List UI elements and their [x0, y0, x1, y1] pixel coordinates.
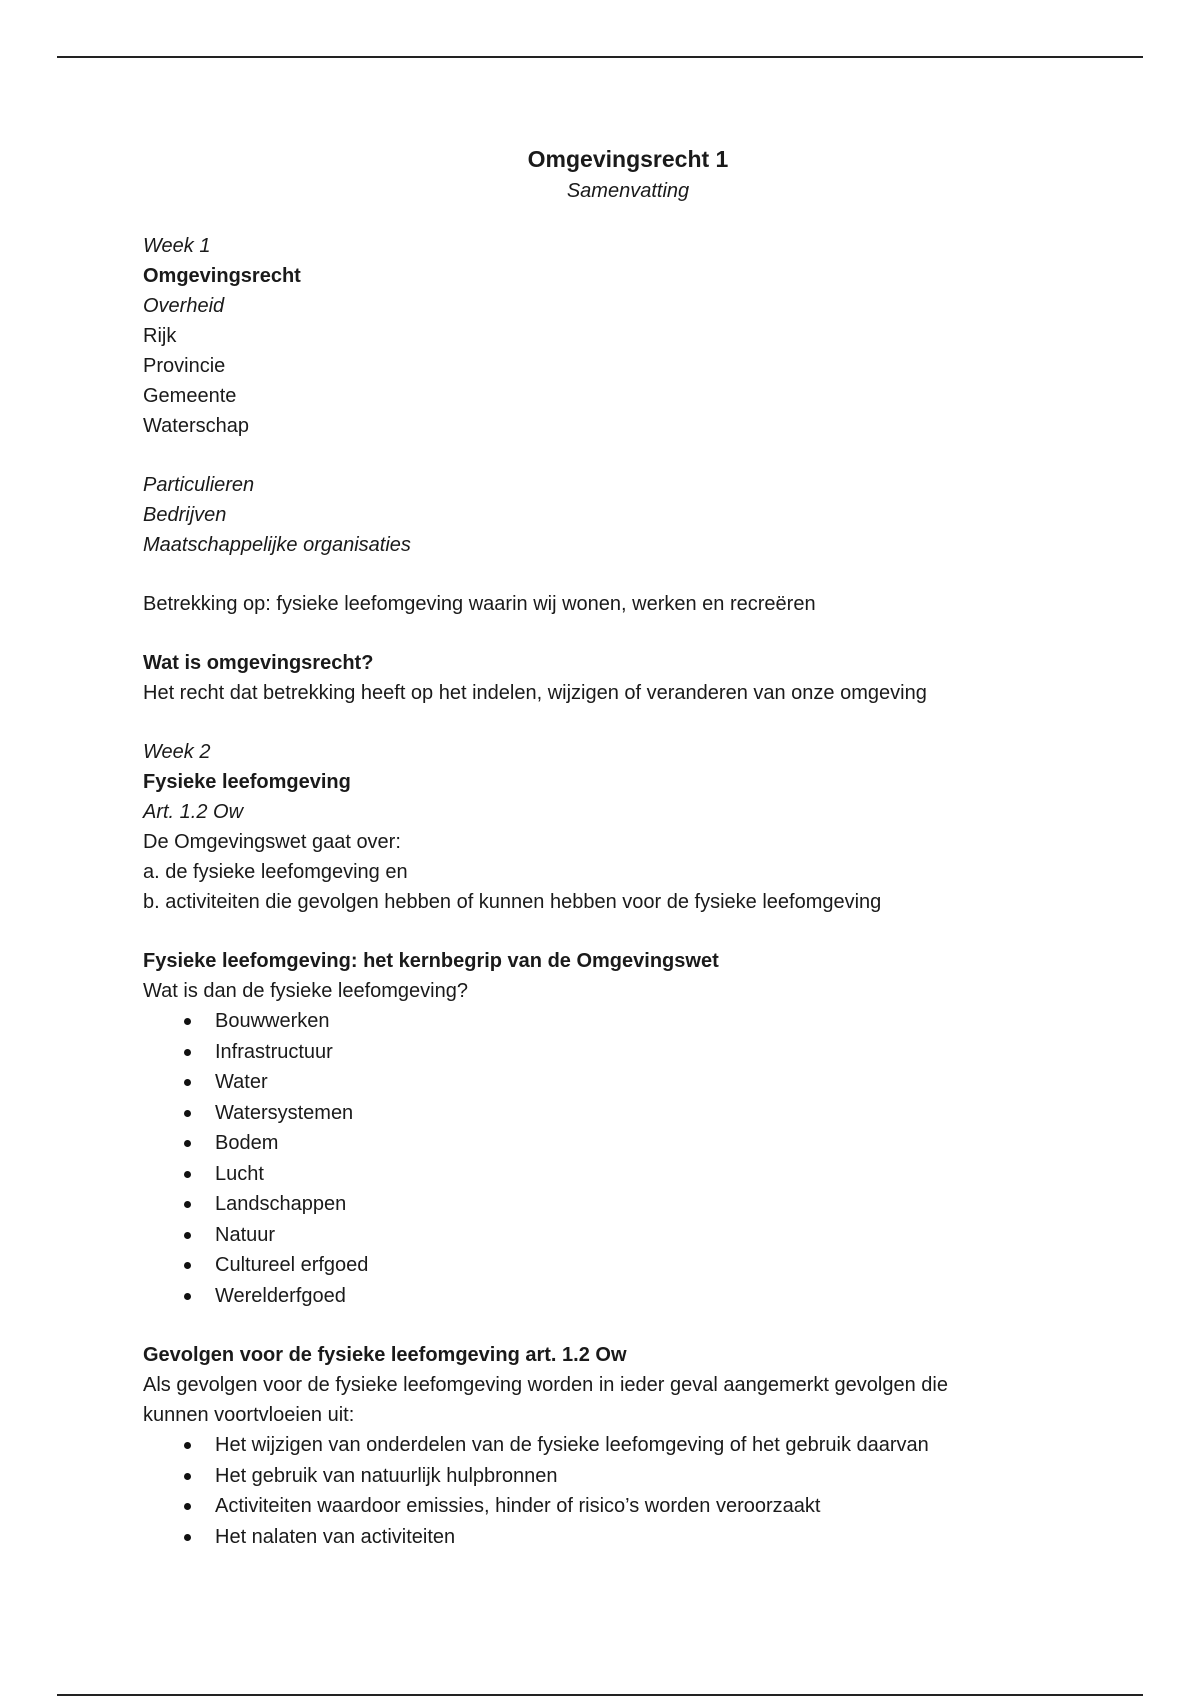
subheading: Overheid — [143, 295, 225, 317]
paragraph: Wat is dan de fysieke leefomgeving? — [143, 980, 468, 1002]
list-item: b. activiteiten die gevolgen hebben of kunnen hebben voor de fysieke leefomgeving — [143, 891, 882, 913]
week-label: Week 1 — [143, 235, 211, 257]
bullet-item: Infrastructuur — [143, 1037, 1083, 1068]
list-item: a. de fysieke leefomgeving en — [143, 861, 408, 883]
list-item: Rijk — [143, 325, 177, 347]
bullet-item: Landschappen — [143, 1189, 1083, 1220]
bullet-item: Het gebruik van natuurlijk hulpbronnen — [143, 1461, 1083, 1492]
bullet-list — [143, 1006, 1083, 1311]
footer-rule — [57, 1694, 1143, 1696]
bullet-item: Water — [143, 1067, 1083, 1098]
header-rule — [57, 56, 1143, 58]
document-page — [143, 142, 1083, 1552]
list-item: Provincie — [143, 355, 226, 377]
list-item: Particulieren — [143, 474, 255, 496]
bullet-item: Bodem — [143, 1128, 1083, 1159]
bullet-item: Werelderfgoed — [143, 1281, 1083, 1312]
section-heading: Gevolgen voor de fysieke leefomgeving art. 1.2 Ow — [143, 1344, 627, 1366]
paragraph: Het recht dat betrekking heeft op het indelen, wijzigen of veranderen van onze omgeving — [143, 682, 927, 704]
bullet-item: Watersystemen — [143, 1098, 1083, 1129]
bullet-item: Het nalaten van activiteiten — [143, 1522, 1083, 1553]
bullet-item: Cultureel erfgoed — [143, 1250, 1083, 1281]
paragraph: Als gevolgen voor de fysieke leefomgeving worden in ieder geval aangemerkt gevolgen die — [143, 1374, 948, 1396]
subheading: Art. 1.2 Ow — [143, 801, 244, 823]
list-item: Maatschappelijke organisaties — [143, 534, 411, 556]
section-heading: Omgevingsrecht — [143, 265, 301, 287]
section-heading: Wat is omgevingsrecht? — [143, 652, 374, 674]
document-subtitle: Samenvatting — [566, 180, 690, 202]
section-heading: Fysieke leefomgeving — [143, 771, 351, 793]
bullet-item: Lucht — [143, 1159, 1083, 1190]
list-item: Waterschap — [143, 415, 249, 437]
paragraph: kunnen voortvloeien uit: — [143, 1404, 355, 1426]
list-item: Gemeente — [143, 385, 237, 407]
paragraph: De Omgevingswet gaat over: — [143, 831, 401, 853]
bullet-item: Natuur — [143, 1220, 1083, 1251]
paragraph: Betrekking op: fysieke leefomgeving waarin wij wonen, werken en recreëren — [143, 593, 816, 615]
bullet-list — [143, 1430, 1083, 1552]
week-label: Week 2 — [143, 741, 211, 763]
section-heading: Fysieke leefomgeving: het kernbegrip van de Omgevingswet — [143, 950, 719, 972]
bullet-item: Bouwwerken — [143, 1006, 1083, 1037]
bullet-item: Activiteiten waardoor emissies, hinder of risico’s worden veroorzaakt — [143, 1491, 1083, 1522]
bullet-item: Het wijzigen van onderdelen van de fysieke leefomgeving of het gebruik daarvan — [143, 1430, 1083, 1461]
document-title: Omgevingsrecht 1 — [527, 146, 729, 172]
list-item: Bedrijven — [143, 504, 227, 526]
